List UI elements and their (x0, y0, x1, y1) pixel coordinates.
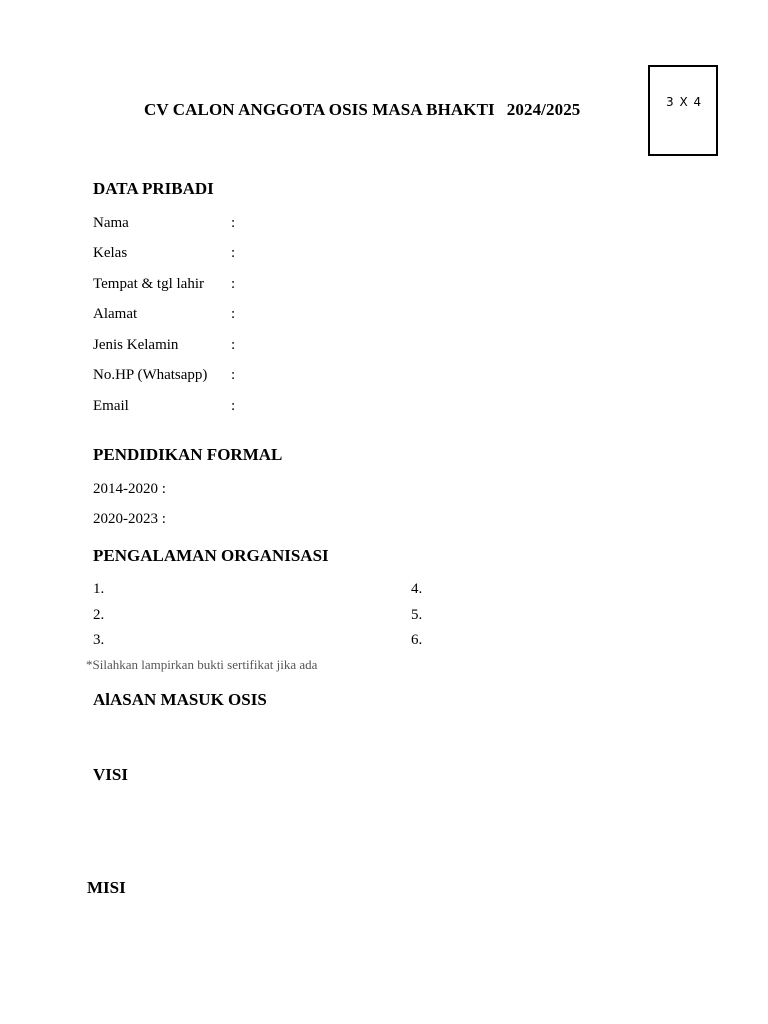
organisation-item: 1. (93, 581, 105, 597)
photo-size-label: 3 X 4 (666, 95, 703, 109)
organisation-item: 4. (411, 581, 423, 597)
education-row: 2014-2020 : (93, 481, 166, 497)
field-colon: : (231, 398, 236, 414)
field-colon: : (231, 337, 236, 353)
section-heading-pendidikan-formal: PENDIDIKAN FORMAL (93, 445, 283, 464)
title-text: CV CALON ANGGOTA OSIS MASA BHAKTI (144, 100, 495, 119)
field-colon: : (231, 215, 236, 231)
organisation-item: 5. (411, 607, 423, 623)
section-heading-visi: VISI (93, 765, 128, 784)
field-label-jenis-kelamin: Jenis Kelamin (93, 337, 179, 353)
section-heading-alasan: AlASAN MASUK OSIS (93, 690, 267, 709)
field-label-tempat-tgl-lahir: Tempat & tgl lahir (93, 276, 205, 292)
section-heading-misi: MISI (87, 878, 126, 897)
organisation-item: 6. (411, 632, 423, 648)
field-label-kelas: Kelas (93, 245, 128, 261)
field-colon: : (231, 367, 236, 383)
field-label-alamat: Alamat (93, 306, 138, 322)
field-colon: : (231, 306, 236, 322)
field-label-nama: Nama (93, 215, 129, 231)
field-colon: : (231, 245, 236, 261)
organisation-item: 2. (93, 607, 105, 623)
certificate-note: *Silahkan lampirkan bukti sertifikat jika ada (86, 657, 318, 672)
education-row: 2020-2023 : (93, 511, 166, 527)
section-heading-data-pribadi: DATA PRIBADI (93, 179, 214, 198)
title-year: 2024/2025 (506, 100, 581, 119)
field-colon: : (231, 276, 236, 292)
organisation-item: 3. (93, 632, 105, 648)
section-heading-pengalaman-organisasi: PENGALAMAN ORGANISASI (93, 546, 329, 565)
page-title (144, 100, 580, 120)
photo-placeholder-box (648, 65, 718, 156)
field-label-email: Email (93, 398, 129, 414)
field-label-no-hp: No.HP (Whatsapp) (93, 367, 208, 383)
